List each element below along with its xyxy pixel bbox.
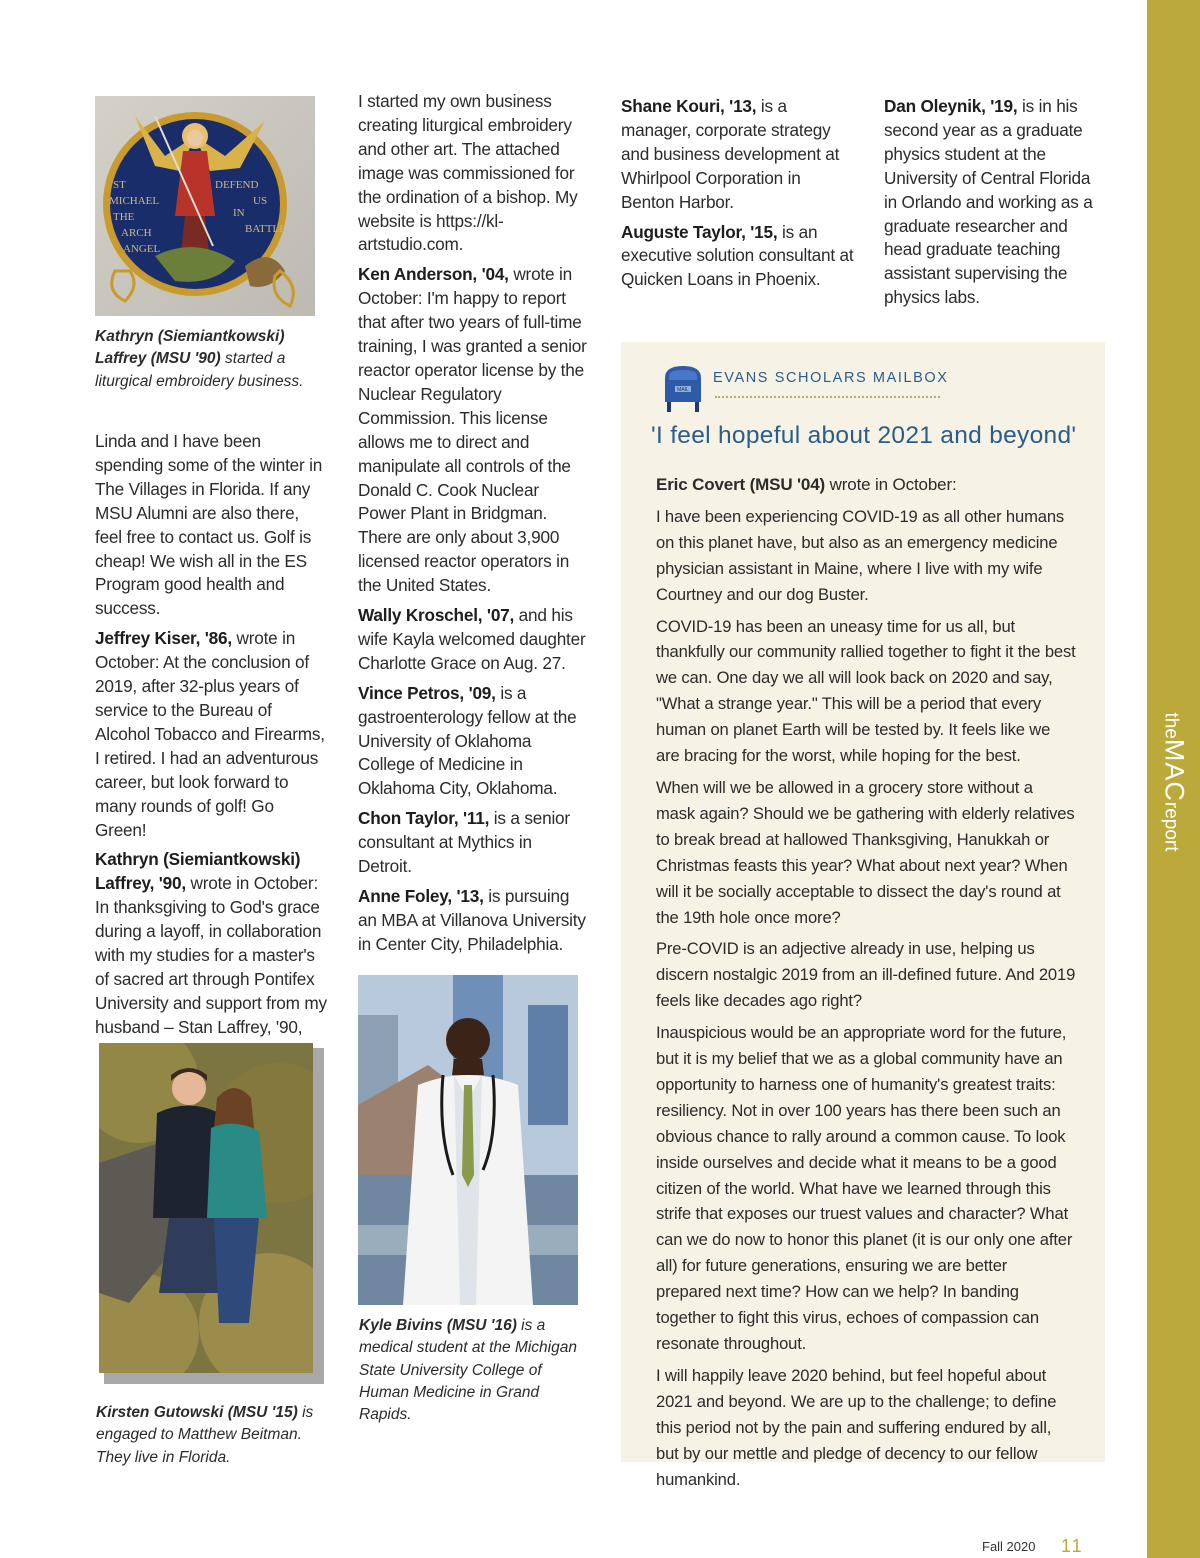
column-1 [95,430,327,1046]
svg-text:MICHAEL: MICHAEL [109,195,160,207]
col1-para-2: Jeffrey Kiser, '86, wrote in October: At the conclusion of 2019, after 32-plus years of service to the Bureau of Alcohol Tobacco and Firearms, I retired. I had an adventurous career, but look forward to many rounds of golf! Go Green! [95,628,325,840]
svg-text:DEFEND: DEFEND [215,179,259,191]
letter-para-2: COVID-19 has been an uneasy time for us all, but thankfully our community rallied together to fight it the best we can. One day we all will look back on 2020 and say, "What a strange year." This will be a period that every human on planet Earth will be tested by. It feels like we are bracing for the worst, while hoping for the best. [656,616,1076,766]
letter-author: Eric Covert (MSU '04) [656,475,826,494]
mailbox-icon [663,364,703,417]
letter-para-5: Inauspicious would be an appropriate word for the future, but it is my belief that we as a global community have an opportunity to harness one of humanity's greatest traits: resiliency. Not in over 100 years has there been such an obvious chance to rally around a common cause. To look inside ourselves and decide what it means to be a good citizen of the world. What have we learned through this strife that exposes our truest values and character? What can we do now to honor this planet (it is our only one after all) for future generations, ensuring we are better prepared next time? How can we help? In banding together to fight this virus, echoes of compassion can resonate throughout. [656,1023,1073,1353]
col4-para-1: Dan Oleynik, '19, is in his second year as a graduate physics student at the University of Central Florida in Orlando and working as a graduate researcher and head graduate teaching assistant supervising the physics labs. [884,96,1093,308]
mailbox-letter [656,472,1076,1498]
brand-mac: MAC [1159,738,1190,802]
caption-bivins [359,1315,584,1426]
col3-para-1: Shane Kouri, '13, is a manager, corporate strategy and business development at Whirlpool Corporation in Benton Harbor. [621,96,840,212]
mailbox-icon-text: MAIL [677,387,689,393]
svg-text:BATTLE: BATTLE [245,223,286,235]
svg-text:ANGEL: ANGEL [123,243,161,255]
col2-para-4: Vince Petros, '09, is a gastroenterology fellow at the University of Oklahoma College of Medicine in Oklahoma City, Oklahoma. [358,682,577,799]
column-4 [884,95,1104,316]
bivins-photo [358,975,578,1305]
col1-para-1: Linda and I have been spending some of the winter in The Villages in Florida. If any MSU Alumni are also there, feel free to contact us. Golf is cheap! We wish all in the ES Program good health and success. [95,431,323,619]
mailbox-title: 'I feel hopeful about 2021 and beyond' [651,422,1077,449]
letter-para-6: I will happily leave 2020 behind, but feel hopeful about 2021 and beyond. We are up to the challenge; to define this period not by the pain and suffering endured by all, but by our mettle and pledge of decency to our fellow humankind. [656,1365,1057,1489]
caption-embroidery [95,326,315,393]
svg-text:THE: THE [113,211,135,223]
svg-text:ST: ST [113,179,126,191]
caption-embroidery-text: started a liturgical embroidery business. [95,350,304,390]
embroidery-photo [95,96,315,316]
caption-bivins-name: Kyle Bivins (MSU '16) [359,1317,517,1334]
page-number: 11 [1061,1536,1084,1556]
magazine-brand [1148,712,1200,852]
letter-para-1: I have been experiencing COVID-19 as all other humans on this planet have, but also as an emergency medicine physician assistant in Maine, where I live with my wife Courtney and our dog Buster. [656,506,1065,604]
caption-bivins-text: is a medical student at the Michigan State University College of Human Medicine in Grand Rapids. [359,1317,577,1424]
caption-gutowski-name: Kirsten Gutowski (MSU '15) [96,1404,298,1421]
brand-the: the [1160,712,1182,739]
mailbox-section [621,342,1105,1489]
gutowski-photo [99,1043,313,1373]
brand-report: report [1160,801,1182,852]
col3-para-2: Auguste Taylor, '15, is an executive solution consultant at Quicken Loans in Phoenix. [621,221,854,290]
letter-para-4: Pre-COVID is an adjective already in use, helping us discern nostalgic 2019 from an ill-defined future. And 2019 feels like decades ago right? [656,939,1076,1011]
caption-gutowski-text: is engaged to Matthew Beitman. They live in Florida. [96,1404,314,1466]
dotted-divider [715,396,940,398]
caption-gutowski [96,1402,321,1469]
svg-text:IN: IN [233,207,245,219]
svg-text:US: US [253,195,268,207]
col2-para-1: I started my own business creating liturgical embroidery and other art. The attached image was commissioned for the ordination of a bishop. My website is https://kl-artstudio.com. [358,91,578,255]
svg-text:ARCH: ARCH [121,227,152,239]
col1-para-3: Kathryn (Siemiantkowski) Laffrey, '90, wrote in October: In thanksgiving to God's grace during a layoff, in collaboration with my studies for a master's of sacred art through Pontifex University and support from my husband – Stan Laffrey, '90, [95,849,327,1037]
column-3 [621,95,856,298]
mailbox-label: EVANS SCHOLARS MAILBOX [713,370,949,386]
col2-para-3: Wally Kroschel, '07, and his wife Kayla welcomed daughter Charlotte Grace on Aug. 27. [358,605,586,673]
caption-embroidery-name: Kathryn (Siemiantkowski) Laffrey (MSU '90) [95,328,285,368]
letter-intro: Eric Covert (MSU '04) wrote in October: [656,475,957,494]
letter-para-3: When will we be allowed in a grocery store without a mask again? Should we be gathering with elderly relatives to break bread at hallowed Thanksgiving, Hanukkah or Christmas feasts this year? What about next year? When will it be socially acceptable to dissect the day's round at the 19th hole once more? [656,777,1075,927]
col2-para-5: Chon Taylor, '11, is a senior consultant at Mythics in Detroit. [358,808,570,877]
issue-label: Fall 2020 [982,1539,1036,1554]
column-2 [358,90,590,963]
col2-para-2: Ken Anderson, '04, wrote in October: I'm happy to report that after two years of full-time training, I was granted a senior reactor operator license by the Nuclear Regulatory Commission. This license allows me to direct and manipulate all controls of the Donald C. Cook Nuclear Power Plant in Bridgman. There are only about 3,900 licensed reactor operators in the United States. [358,264,587,596]
col2-para-6: Anne Foley, '13, is pursuing an MBA at Villanova University in Center City, Philadelphia. [358,886,586,954]
